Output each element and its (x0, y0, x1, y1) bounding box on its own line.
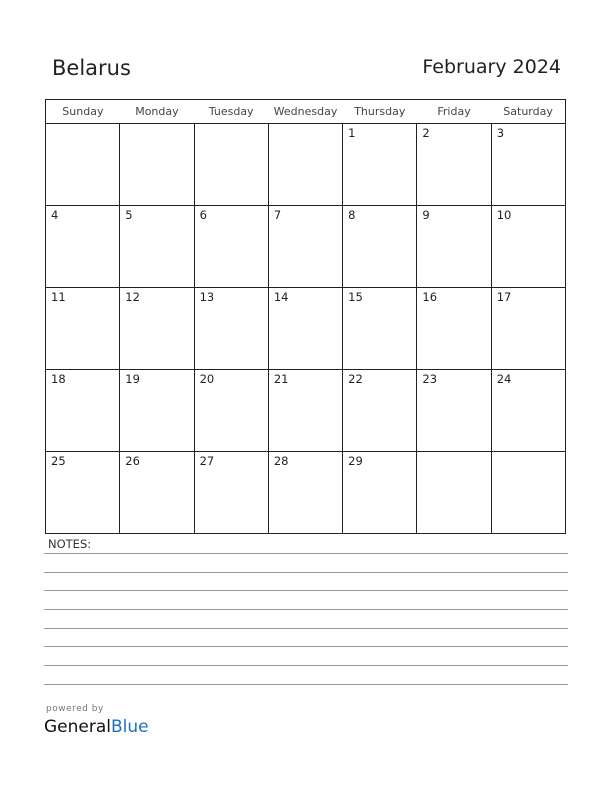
weekday-saturday: Saturday (491, 100, 565, 124)
note-line (44, 665, 568, 666)
day-cell: 27 (194, 452, 268, 534)
day-cell: 11 (46, 288, 120, 370)
weekday-friday: Friday (417, 100, 491, 124)
note-line (44, 572, 568, 573)
day-cell: 14 (268, 288, 342, 370)
month-title: February 2024 (422, 56, 561, 78)
day-cell: 2 (417, 124, 491, 206)
day-cell: 10 (491, 206, 565, 288)
day-cell (194, 124, 268, 206)
weekday-wednesday: Wednesday (268, 100, 342, 124)
day-cell (491, 452, 565, 534)
brand-logo (44, 717, 149, 737)
day-cell: 15 (343, 288, 417, 370)
note-line (44, 646, 568, 647)
note-line (44, 590, 568, 591)
week-row (46, 288, 566, 370)
day-cell: 8 (343, 206, 417, 288)
powered-by-text: powered by (46, 704, 104, 714)
day-cell: 17 (491, 288, 565, 370)
day-cell: 22 (343, 370, 417, 452)
note-line (44, 609, 568, 610)
day-cell: 20 (194, 370, 268, 452)
weekday-monday: Monday (120, 100, 194, 124)
day-cell: 5 (120, 206, 194, 288)
day-cell: 1 (343, 124, 417, 206)
day-cell: 16 (417, 288, 491, 370)
weekday-thursday: Thursday (343, 100, 417, 124)
weekday-tuesday: Tuesday (194, 100, 268, 124)
day-cell: 3 (491, 124, 565, 206)
day-cell (417, 452, 491, 534)
note-line (44, 684, 568, 685)
calendar-grid (45, 99, 566, 534)
day-cell (268, 124, 342, 206)
day-cell: 26 (120, 452, 194, 534)
note-line (44, 553, 568, 554)
note-line (44, 628, 568, 629)
day-cell: 13 (194, 288, 268, 370)
week-row (46, 370, 566, 452)
country-title: Belarus (52, 56, 131, 80)
day-cell: 6 (194, 206, 268, 288)
week-row (46, 452, 566, 534)
day-cell: 18 (46, 370, 120, 452)
weekday-sunday: Sunday (46, 100, 120, 124)
week-row (46, 124, 566, 206)
day-cell: 7 (268, 206, 342, 288)
day-cell: 4 (46, 206, 120, 288)
brand-blue-text: Blue (111, 717, 149, 737)
day-cell: 25 (46, 452, 120, 534)
notes-label: NOTES: (48, 537, 92, 551)
day-cell: 29 (343, 452, 417, 534)
day-cell: 12 (120, 288, 194, 370)
week-row (46, 206, 566, 288)
day-cell (120, 124, 194, 206)
day-cell: 21 (268, 370, 342, 452)
brand-general-text: General (44, 717, 111, 737)
weekday-header-row (46, 100, 566, 124)
day-cell: 28 (268, 452, 342, 534)
day-cell: 9 (417, 206, 491, 288)
day-cell (46, 124, 120, 206)
day-cell: 24 (491, 370, 565, 452)
day-cell: 19 (120, 370, 194, 452)
day-cell: 23 (417, 370, 491, 452)
